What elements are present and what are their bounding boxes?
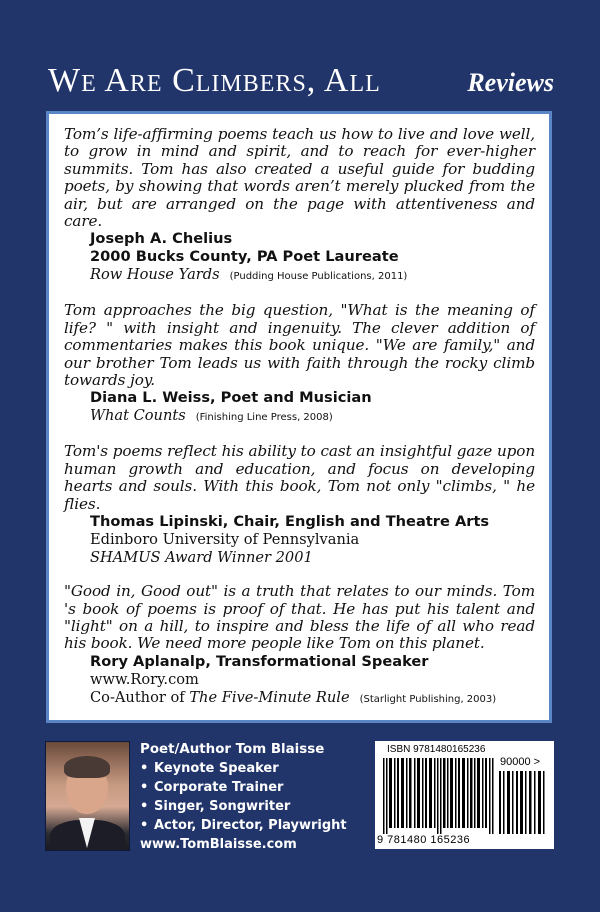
publisher: (Pudding House Publications, 2011)	[229, 271, 408, 283]
reviewer-award: SHAMUS Award Winner 2001	[90, 549, 313, 567]
review-quote: Tom approaches the big question, "What is the meaning of life? " with insight and ingenuity. The clever addition of commentaries makes this book unique. "We are family," and our brother Tom leads us with faith through the rocky climb towards joy.	[64, 301, 535, 390]
review-2	[64, 302, 535, 427]
section-heading: Reviews	[467, 68, 554, 97]
review-3	[64, 443, 535, 567]
reviewer-name: Diana L. Weiss, Poet and Musician	[90, 389, 372, 407]
reviewer-affiliation: Edinboro University of Pennsylvania	[90, 531, 360, 549]
role-item: • Singer, Songwriter	[140, 797, 347, 816]
author-website: www.TomBlaisse.com	[140, 837, 297, 852]
isbn-label: ISBN 9781480165236	[387, 744, 486, 755]
book-work: What Counts	[90, 407, 186, 425]
role-item: • Keynote Speaker	[140, 759, 347, 778]
reviews-panel	[46, 111, 552, 723]
publisher: (Starlight Publishing, 2003)	[359, 693, 497, 705]
publisher: (Finishing Line Press, 2008)	[195, 412, 333, 424]
review-4	[64, 583, 535, 709]
price-code: 90000 >	[500, 756, 541, 768]
reviewer-name: Thomas Lipinski, Chair, English and Theatre Arts	[90, 513, 490, 531]
role-item: • Actor, Director, Playwright	[140, 816, 347, 835]
review-quote: "Good in, Good out" is a truth that relates to our minds. Tom 's book of poems is proof of that. He has put his talent and "light" on a hill, to inspire and bless the life of all who read his book. We need more people like Tom on this planet.	[64, 582, 535, 653]
book-title: We Are Climbers, All	[48, 62, 381, 99]
reviewer-website: www.Rory.com	[90, 670, 199, 688]
reviewer-name: Joseph A. Chelius	[90, 230, 233, 248]
author-roles	[140, 759, 347, 835]
book-work: Row House Yards	[90, 266, 220, 284]
author-title: Poet/Author Tom Blaisse	[140, 742, 325, 757]
reviewer-name: Rory Aplanalp, Transformational Speaker	[90, 652, 429, 670]
role-item: • Corporate Trainer	[140, 778, 347, 797]
review-1	[64, 126, 535, 286]
author-bio	[140, 740, 347, 854]
review-quote: Tom's poems reflect his ability to cast an insightful gaze upon human growth and education, and focus on developing hearts and souls. With this book, Tom not only "climbs, " he flies.	[64, 442, 535, 513]
reviewer-title: 2000 Bucks County, PA Poet Laureate	[90, 248, 399, 266]
coauthor-label: Co-Author of	[90, 688, 190, 706]
barcode-bars	[383, 758, 495, 834]
price-barcode-bars	[499, 771, 545, 834]
review-quote: Tom’s life-affirming poems teach us how to live and love well, to grow in mind and spirit, and to reach for ever-higher summits. Tom has also created a useful guide for budding poets, by showing that words aren’t merely plucked from the air, but are arranged on the page with attentiveness and care.	[64, 125, 535, 231]
isbn-digits: 9 781480 165236	[377, 834, 471, 846]
book-work: The Five-Minute Rule	[189, 688, 350, 706]
author-photo	[45, 741, 130, 851]
barcode	[375, 741, 554, 849]
